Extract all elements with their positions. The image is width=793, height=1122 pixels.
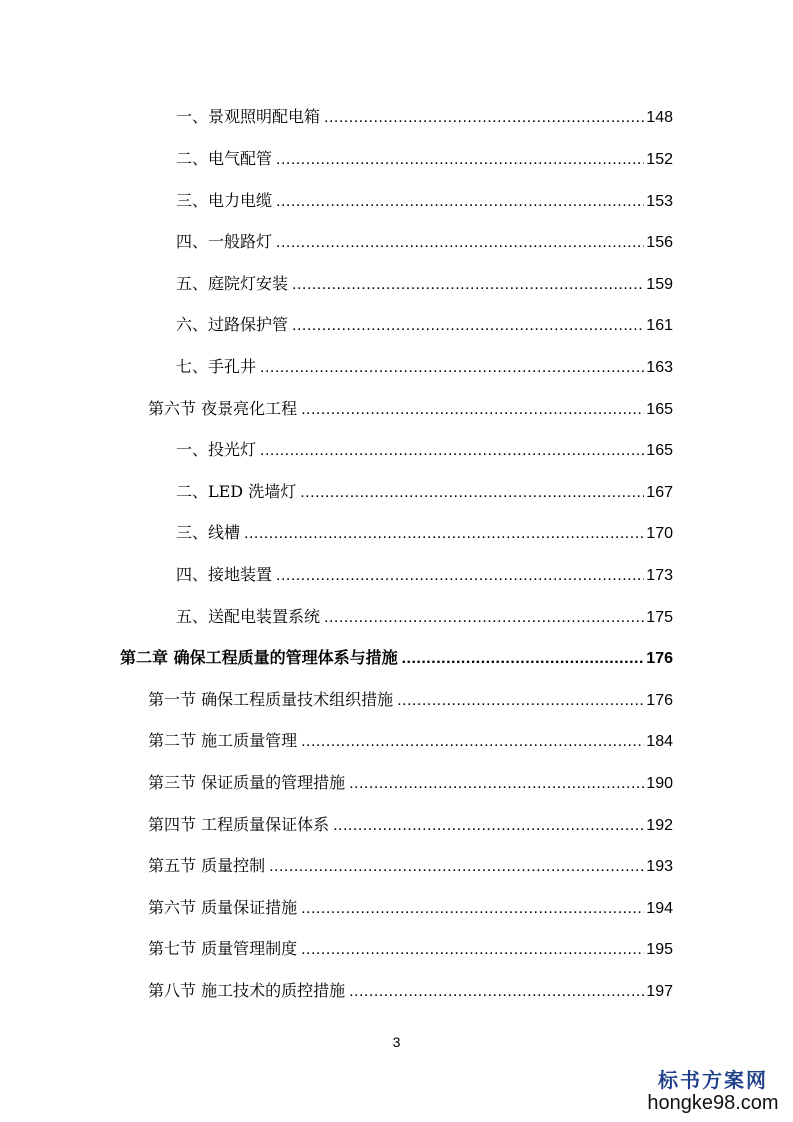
toc-entry[interactable] (148, 893, 673, 923)
toc-entry-page: 173 (646, 567, 673, 584)
toc-entry[interactable] (148, 810, 673, 840)
toc-entry-page: 153 (646, 193, 673, 210)
toc-entry-label: 五、送配电装置系统 (176, 607, 321, 626)
toc-entry[interactable] (176, 186, 673, 216)
toc-entry[interactable] (148, 934, 673, 964)
toc-leader-dots (402, 644, 645, 674)
toc-entry-page: 176 (646, 692, 673, 709)
toc-entry-label: 二、电气配管 (176, 149, 273, 168)
toc-entry[interactable] (176, 102, 673, 132)
toc-leader-dots (349, 769, 644, 799)
toc-leader-dots (260, 436, 644, 466)
toc-entry-page: 167 (646, 484, 673, 501)
toc-entry[interactable] (176, 435, 673, 465)
toc-entry-page: 192 (646, 817, 673, 834)
toc-entry[interactable] (176, 602, 673, 632)
watermark-name: 标书方案网 (658, 1068, 768, 1092)
toc-entry-page: 165 (646, 401, 673, 418)
toc-entry-label: 七、手孔井 (176, 357, 257, 376)
toc-entry-page: 190 (646, 775, 673, 792)
page-number: 3 (392, 1034, 401, 1050)
toc-entry-page: 184 (646, 733, 673, 750)
toc-entry-label: 五、庭院灯安装 (176, 274, 289, 293)
toc-entry-page: 152 (646, 151, 673, 168)
toc-leader-dots (276, 145, 644, 175)
toc-entry[interactable] (176, 560, 673, 590)
toc-entry-label: 第七节 质量管理制度 (148, 939, 298, 958)
toc-entry-label: 第八节 施工技术的质控措施 (148, 981, 346, 1000)
toc-entry-page: 193 (646, 858, 673, 875)
toc-entry-label: 六、过路保护管 (176, 315, 289, 334)
toc-entry-page: 163 (646, 359, 673, 376)
toc-entry-page: 161 (646, 317, 673, 334)
toc-entry[interactable] (176, 352, 673, 382)
toc-entry-page: 194 (646, 900, 673, 917)
toc-entry-label: 一、景观照明配电箱 (176, 107, 321, 126)
toc-entry-label: 第一节 确保工程质量技术组织措施 (148, 690, 394, 709)
toc-entry[interactable] (176, 269, 673, 299)
toc-entry[interactable] (148, 726, 673, 756)
toc-entry[interactable] (148, 685, 673, 715)
toc-entry-label: 第六节 夜景亮化工程 (148, 399, 298, 418)
toc-leader-dots (397, 686, 644, 716)
toc-entry[interactable] (148, 851, 673, 881)
watermark-url: hongke98.com (647, 1092, 779, 1114)
toc-entry-page: 148 (646, 109, 673, 126)
toc-entry-page: 197 (646, 983, 673, 1000)
toc-entry[interactable] (176, 144, 673, 174)
toc-leader-dots (333, 811, 644, 841)
toc-entry-label: 三、线槽 (176, 523, 241, 542)
toc-entry-label: 一、投光灯 (176, 440, 257, 459)
toc-entry-page: 156 (646, 234, 673, 251)
toc-entry-label: 第六节 质量保证措施 (148, 898, 298, 917)
toc-leader-dots (276, 561, 644, 591)
toc-leader-dots (349, 977, 644, 1007)
toc-entry-page: 195 (646, 941, 673, 958)
toc-leader-dots (301, 935, 644, 965)
toc-chapter-entry[interactable] (120, 643, 673, 673)
toc-entry-page: 159 (646, 276, 673, 293)
toc-leader-dots (292, 270, 644, 300)
toc-entry-page: 165 (646, 442, 673, 459)
toc-entry-page: 170 (646, 525, 673, 542)
toc-entry-label: 四、接地装置 (176, 565, 273, 584)
toc-entry-label: 第四节 工程质量保证体系 (148, 815, 330, 834)
toc-entry[interactable] (176, 310, 673, 340)
toc-entry-label: 第二节 施工质量管理 (148, 731, 298, 750)
toc-entry[interactable] (148, 976, 673, 1006)
toc-entry[interactable] (176, 518, 673, 548)
toc-entry-label: 第五节 质量控制 (148, 856, 266, 875)
toc-leader-dots (301, 894, 644, 924)
toc-leader-dots (260, 353, 644, 383)
toc-leader-dots (301, 395, 644, 425)
toc-entry[interactable] (176, 477, 673, 507)
toc-entry-label: 二、LED 洗墙灯 (176, 482, 297, 501)
toc-leader-dots (292, 311, 644, 341)
toc-entry-label: 第二章 确保工程质量的管理体系与措施 (120, 648, 398, 667)
toc-entry-label: 第三节 保证质量的管理措施 (148, 773, 346, 792)
toc-entry-page: 176 (646, 650, 673, 667)
toc-entry[interactable] (148, 394, 673, 424)
toc-entry-page: 175 (646, 609, 673, 626)
toc-leader-dots (276, 187, 644, 217)
toc-leader-dots (244, 519, 644, 549)
toc-entry[interactable] (176, 227, 673, 257)
toc-entry-label: 四、一般路灯 (176, 232, 273, 251)
toc-leader-dots (300, 478, 644, 508)
toc-leader-dots (269, 852, 644, 882)
watermark-logo (643, 1068, 783, 1114)
toc-leader-dots (301, 727, 644, 757)
toc-entry-label: 三、电力电缆 (176, 191, 273, 210)
toc-leader-dots (324, 603, 644, 633)
toc-leader-dots (276, 228, 644, 258)
toc-entry[interactable] (148, 768, 673, 798)
toc-leader-dots (324, 103, 644, 133)
